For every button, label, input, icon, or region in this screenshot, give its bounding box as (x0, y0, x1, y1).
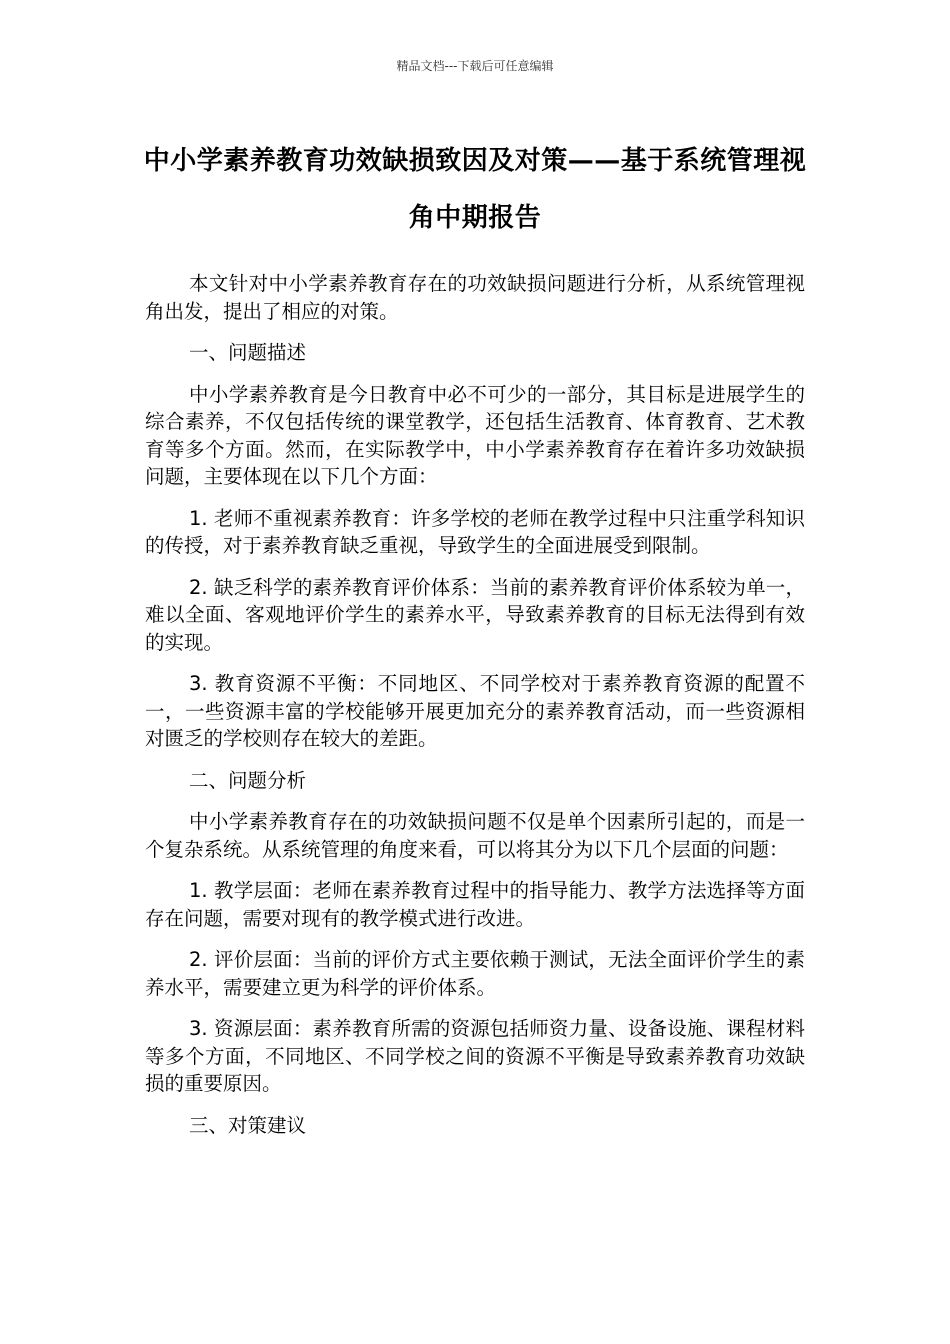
section-heading-problem-description: 一、问题描述 (189, 341, 307, 364)
list-item: 2. 缺乏科学的素养教育评价体系：当前的素养教育评价体系较为单一，难以全面、客观地评价学生的素养水平，导致素养教育的目标无法得到有效的实现。 (145, 575, 805, 654)
list-item: 2. 评价层面：当前的评价方式主要依赖于测试，无法全面评价学生的素养水平，需要建立更为科学的评价体系。 (145, 948, 805, 999)
list-item: 1. 老师不重视素养教育：许多学校的老师在教学过程中只注重学科知识的传授，对于素养教育缺乏重视，导致学生的全面进展受到限制。 (145, 506, 805, 557)
body-paragraph: 中小学素养教育是今日教育中必不可少的一部分，其目标是进展学生的综合素养，不仅包括传统的课堂教学，还包括生活教育、体育教育、艺术教育等多个方面。然而，在实际教学中，中小学素养教育存在着许多功效缺损问题，主要体现在以下几个方面： (145, 382, 805, 488)
list-item: 3. 资源层面：素养教育所需的资源包括师资力量、设备设施、课程材料等多个方面，不同地区、不同学校之间的资源不平衡是导致素养教育功效缺损的重要原因。 (145, 1017, 805, 1095)
list-item: 1. 教学层面：老师在素养教育过程中的指导能力、教学方法选择等方面存在问题，需要对现有的教学模式进行改进。 (145, 879, 805, 930)
section-heading-problem-analysis: 二、问题分析 (189, 768, 307, 792)
document-title: 中小学素养教育功效缺损致因及对策——基于系统管理视角中期报告 (143, 146, 807, 233)
list-item: 3. 教育资源不平衡：不同地区、不同学校对于素养教育资源的配置不一，一些资源丰富的学校能够开展更加充分的素养教育活动，而一些资源相对匮乏的学校则存在较大的差距。 (145, 672, 805, 750)
page-header-note: 精品文档---下载后可任意编辑 (396, 59, 554, 73)
section-heading-countermeasures: 三、对策建议 (189, 1113, 307, 1137)
document-body (145, 270, 805, 1153)
intro-paragraph: 本文针对中小学素养教育存在的功效缺损问题进行分析，从系统管理视角出发，提出了相应的对策。 (145, 272, 805, 323)
body-paragraph: 中小学素养教育存在的功效缺损问题不仅是单个因素所引起的，而是一个复杂系统。从系统管理的角度来看，可以将其分为以下几个层面的问题： (145, 810, 805, 861)
